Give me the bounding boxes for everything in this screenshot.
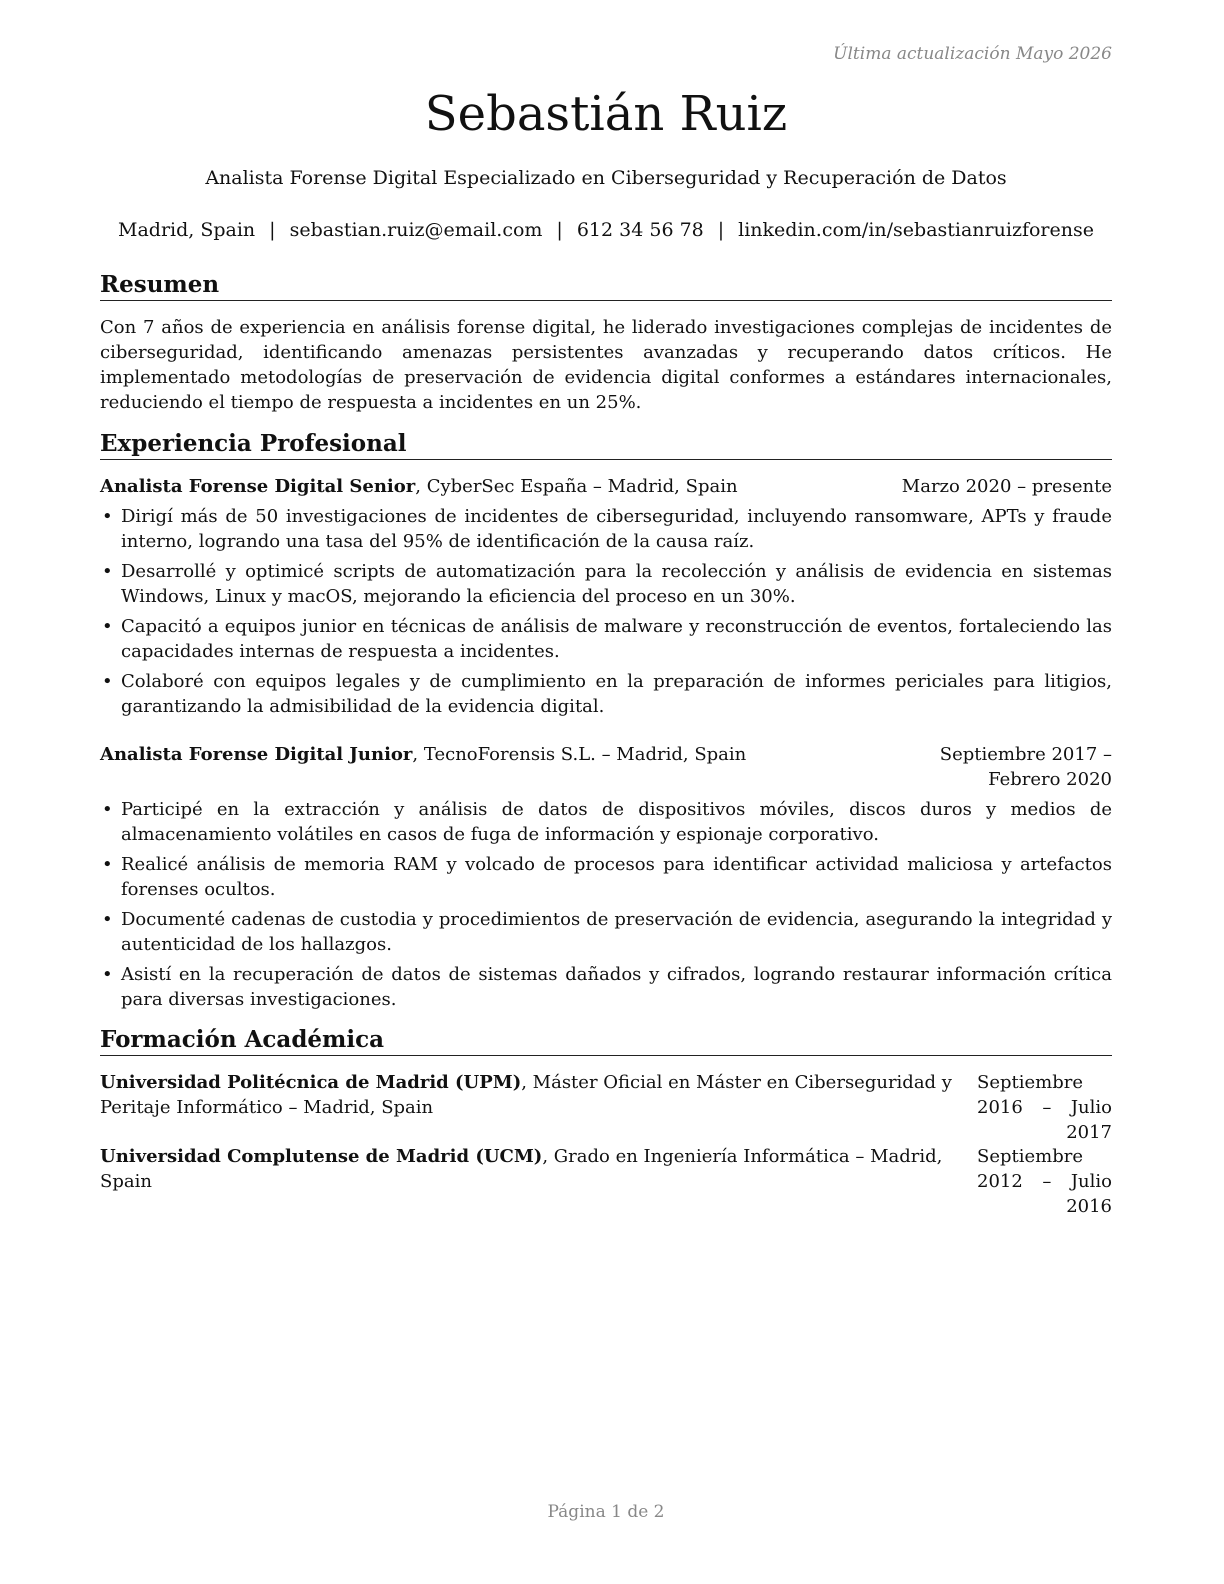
list-item: • Participé en la extracción y análisis de datos de dispositivos móviles, discos duros y medios de almacenamiento volátiles en casos de fuga de información y espionaje corporativo.: [100, 797, 1112, 847]
education-school-line: [100, 1144, 980, 1194]
contact-phone[interactable]: 612 34 56 78: [576, 219, 704, 241]
job-title-line: [100, 474, 738, 499]
list-item: • Desarrollé y optimicé scripts de automatización para la recolección y análisis de evidencia en sistemas Windows, Linux y macOS, mejorando la eficiencia del proceso en un 30%.: [100, 559, 1112, 609]
job-role: Analista Forense Digital Junior: [100, 744, 413, 765]
list-item: • Colaboré con equipos legales y de cumplimiento en la preparación de informes periciales para litigios, garantizando la admisibilidad de la evidencia digital.: [100, 669, 1112, 719]
last-updated: Última actualización Mayo 2026: [833, 44, 1112, 64]
job-bullets: [100, 797, 1112, 1017]
section-title-summary: Resumen: [100, 271, 1112, 301]
section-title-experience: Experiencia Profesional: [100, 430, 1112, 460]
contact-email[interactable]: sebastian.ruiz@email.com: [289, 219, 543, 241]
education-detail: , Máster Oficial en Máster en Ciberseguridad y Peritaje Informático – Madrid, Spain: [100, 1072, 952, 1118]
education-dates: Septiembre 2016 – Julio 2017: [977, 1072, 1112, 1143]
section-title-education: Formación Académica: [100, 1026, 1112, 1056]
candidate-headline: Analista Forense Digital Especializado en Ciberseguridad y Recuperación de Datos: [205, 167, 1007, 189]
contact-separator: |: [717, 219, 725, 241]
job-role: Analista Forense Digital Senior: [100, 476, 416, 497]
education-school: Universidad Politécnica de Madrid (UPM): [100, 1072, 522, 1093]
job-company: , TecnoForensis S.L. – Madrid, Spain: [412, 744, 747, 765]
list-item: • Dirigí más de 50 investigaciones de incidentes de ciberseguridad, incluyendo ransomware, APTs y fraude interno, logrando una tasa del 95% de identificación de la causa raíz.: [100, 504, 1112, 554]
job-dates: Marzo 2020 – presente: [901, 476, 1112, 497]
education-school: Universidad Complutense de Madrid (UCM): [100, 1146, 543, 1167]
job-dates: Septiembre 2017 – Febrero 2020: [939, 744, 1112, 790]
contact-separator: |: [556, 219, 563, 241]
resume-page: [100, 0, 1112, 1584]
education-dates: Septiembre 2012 – Julio 2016: [977, 1146, 1112, 1217]
job-title-line: [100, 742, 746, 767]
list-item: • Realicé análisis de memoria RAM y volcado de procesos para identificar actividad maliciosa y artefactos forenses ocultos.: [100, 852, 1112, 902]
contact-separator: |: [269, 219, 276, 241]
job-bullets: [100, 504, 1112, 724]
list-item: • Asistí en la recuperación de datos de sistemas dañados y cifrados, logrando restaurar información crítica para diversas investigaciones.: [100, 962, 1112, 1012]
summary-text: Con 7 años de experiencia en análisis forense digital, he liderado investigaciones complejas de incidentes de ciberseguridad, identificando amenazas persistentes avanzadas y recuperando datos críticos. He implementado metodologías de preservación de evidencia digital conformes a estándares internacionales, reduciendo el tiempo de respuesta a incidentes en un 25%.: [100, 317, 1112, 413]
list-item: • Documenté cadenas de custodia y procedimientos de preservación de evidencia, asegurando la integridad y autenticidad de los hallazgos.: [100, 907, 1112, 957]
page-number: Página 1 de 2: [547, 1502, 665, 1522]
education-school-line: [100, 1070, 980, 1120]
contact-location: Madrid, Spain: [118, 219, 256, 241]
candidate-name: Sebastián Ruiz: [424, 86, 788, 142]
contact-line: [100, 219, 1112, 241]
contact-linkedin[interactable]: linkedin.com/in/sebastianruizforense: [738, 219, 1094, 241]
list-item: • Capacitó a equipos junior en técnicas de análisis de malware y reconstrucción de eventos, fortaleciendo las capacidades internas de respuesta a incidentes.: [100, 614, 1112, 664]
education-detail: , Grado en Ingeniería Informática – Madrid, Spain: [100, 1146, 943, 1192]
job-company: , CyberSec España – Madrid, Spain: [415, 476, 738, 497]
